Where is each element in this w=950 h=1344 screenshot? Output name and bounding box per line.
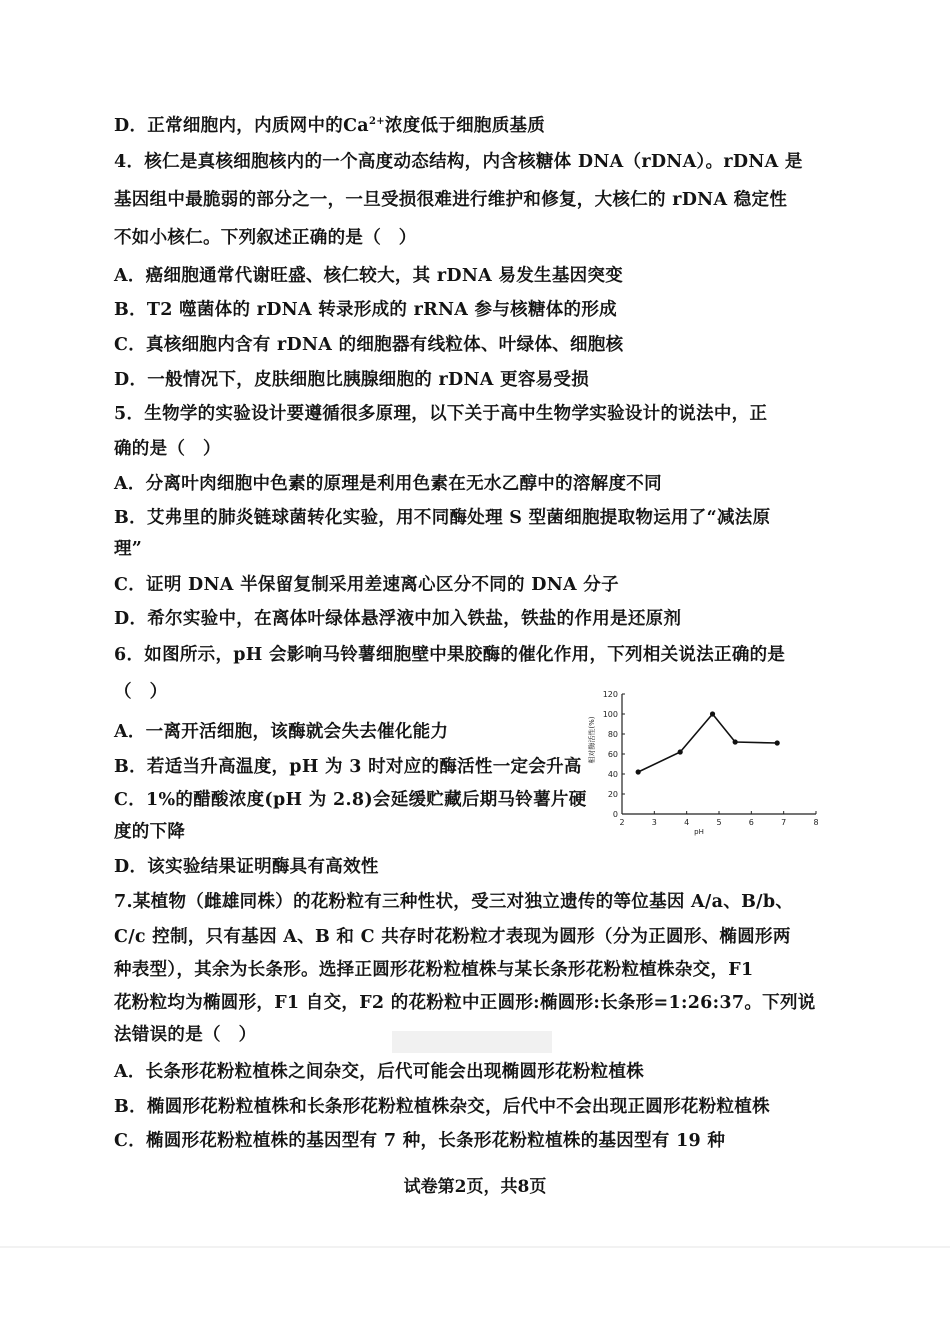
y-tick-label: 60 [607,750,618,759]
question-5-prompt: 确的是（ ） [114,439,221,459]
series-line [638,714,777,772]
y-tick-label: 0 [612,810,618,819]
question-4-stem: 4．核仁是真核细胞核内的一个高度动态结构，内含核糖体 DNA（rDNA）。rDNA 是 [114,152,803,172]
option-6c: C．1%的醋酸浓度(pH 为 2.8)会延缓贮藏后期马铃薯片硬 [114,790,587,810]
y-axis-title: 相对酶活性(%) [588,716,596,764]
option-5c: C．证明 DNA 半保留复制采用差速离心区分不同的 DNA 分子 [114,575,619,595]
option-4b: B．T2 噬菌体的 rDNA 转录形成的 rRNA 参与核糖体的形成 [114,300,617,320]
x-tick-label: 3 [651,818,657,827]
option-5a: A．分离叶肉细胞中色素的原理是利用色素在无水乙醇中的溶解度不同 [114,474,662,494]
option-6d: D．该实验结果证明酶具有高效性 [114,857,379,877]
question-4-prompt: 不如小核仁。下列叙述正确的是（ ） [114,228,417,248]
scan-smudge [392,1031,552,1053]
option-7c: C．椭圆形花粉粒植株的基因型有 7 种，长条形花粉粒植株的基因型有 19 种 [114,1131,726,1151]
option-6b: B．若适当升高温度，pH 为 3 时对应的酶活性一定会升高 [114,757,582,777]
y-tick-label: 20 [607,790,618,799]
question-7-prompt: 法错误的是（ ） [114,1025,257,1045]
data-point [710,711,715,716]
x-tick-label: 7 [781,818,787,827]
question-5-stem: 5．生物学的实验设计要遵循很多原理，以下关于高中生物学实验设计的说法中，正 [114,404,768,424]
y-tick-label: 80 [607,730,618,739]
x-tick-label: 8 [813,818,819,827]
question-7-stem-cont3: 花粉粒均为椭圆形，F1 自交，F2 的花粉粒中正圆形:椭圆形:长条形=1:26:37。下列说 [114,993,816,1013]
question-4-stem-cont: 基因组中最脆弱的部分之一，一旦受损很难进行维护和修复，大核仁的 rDNA 稳定性 [114,190,788,210]
x-tick-label: 5 [716,818,722,827]
data-point [636,769,641,774]
x-axis-title: pH [694,828,704,836]
option-6a: A．一离开活细胞，该酶就会失去催化能力 [114,722,449,742]
option-4c: C．真核细胞内含有 rDNA 的细胞器有线粒体、叶绿体、细胞核 [114,335,624,355]
option-3d: D．正常细胞内，内质网中的$Ca^{2+}$浓度低于细胞质基质 [114,116,546,136]
question-7-stem-cont1: C/c 控制，只有基因 A、B 和 C 共存时花粉粒才表现为圆形（分为正圆形、椭圆形两 [114,927,791,947]
question-7-stem-cont2: 种表型），其余为长条形。选择正圆形花粉粒植株与某长条形花粉粒植株杂交，F1 [114,960,754,980]
y-tick-label: 100 [602,710,618,719]
scan-edge [0,1246,950,1248]
x-tick-label: 6 [748,818,754,827]
y-tick-label: 120 [602,690,618,699]
y-tick-label: 40 [607,770,618,779]
option-5d: D．希尔实验中，在离体叶绿体悬浮液中加入铁盐，铁盐的作用是还原剂 [114,609,682,629]
x-tick-label: 2 [619,818,625,827]
enzyme-activity-chart [584,688,824,836]
option-7a: A．长条形花粉粒植株之间杂交，后代可能会出现椭圆形花粉粒植株 [114,1062,645,1082]
option-4a: A．癌细胞通常代谢旺盛、核仁较大，其 rDNA 易发生基因突变 [114,266,624,286]
option-5b-cont: 理” [114,539,143,559]
data-point [678,749,683,754]
option-5b: B．艾弗里的肺炎链球菌转化实验，用不同酶处理 S 型菌细胞提取物运用了“减法原 [114,508,771,528]
option-6c-cont: 度的下降 [114,822,186,842]
data-point [733,739,738,744]
data-point [775,740,780,745]
question-7-stem: 7.某植物（雌雄同株）的花粉粒有三种性状，受三对独立遗传的等位基因 A/a、B/b、 [114,892,794,912]
x-tick-label: 4 [684,818,690,827]
option-7b: B．椭圆形花粉粒植株和长条形花粉粒植株杂交，后代中不会出现正圆形花粉粒植株 [114,1097,770,1117]
question-6-stem: 6．如图所示，pH 会影响马铃薯细胞壁中果胶酶的催化作用，下列相关说法正确的是 [114,645,786,665]
page-footer: 试卷第2页，共8页 [403,1177,547,1197]
question-6-prompt: （ ） [114,682,168,702]
option-4d: D．一般情况下，皮肤细胞比胰腺细胞的 rDNA 更容易受损 [114,370,590,390]
